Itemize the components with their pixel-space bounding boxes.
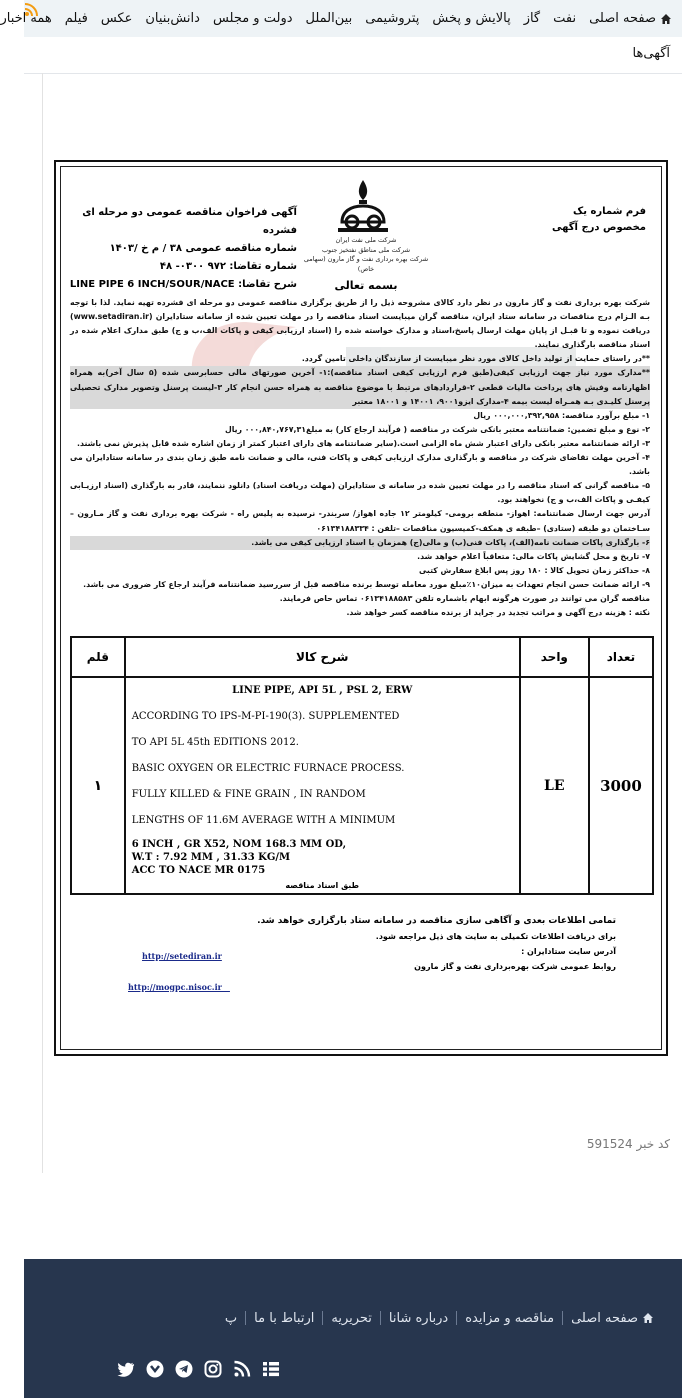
header-no: قلم: [71, 637, 125, 677]
nav-refining[interactable]: پالایش و پخش: [432, 11, 511, 26]
desc-title: LINE PIPE, API 5L , PSL 2, ERW: [232, 685, 413, 696]
clause-3: ۳- ارائه ضمانتنامه معتبر بانکی دارای اعتبار شش ماه الزامی است.(سایر ضمانتنامه های دارای اعتبار کمتر از زمان اشاره شده قابل پذیرش نمی باشند.: [77, 438, 650, 448]
nav-knowledge[interactable]: دانش‌بنیان: [145, 11, 200, 26]
footer-nav: [217, 1309, 662, 1327]
company-names: [296, 236, 436, 274]
footer-tenders[interactable]: مناقصه و مزایده: [465, 1310, 555, 1326]
clause-7: ۷- تاریخ و محل گشایش پاکات مالی: متعاقباً اعلام خواهد شد.: [417, 551, 650, 561]
footer-about[interactable]: درباره شانا: [388, 1310, 449, 1326]
request-number: شماره تقاضا: ۹۷۲ ۰۳۰۰- ۴۸: [159, 261, 297, 272]
header-unit: واحد: [520, 637, 589, 677]
header-desc: شرح کالا: [125, 637, 520, 677]
desc-line-5: LENGTHS OF 11.6M AVERAGE WITH A MINIMUM: [131, 815, 396, 826]
sub-nav: [24, 37, 682, 74]
setadiran-link[interactable]: http://setediran.ir: [142, 951, 222, 961]
news-id: کد خبر 591524: [586, 1137, 670, 1151]
basmeh-heading: بسمه تعالی: [334, 279, 398, 292]
nav-government[interactable]: دولت و مجلس: [212, 11, 293, 26]
mogpc-link[interactable]: http://mogpc.nisoc.ir__: [128, 982, 230, 992]
clause-5: ۵- مناقصه گرانی که اسناد مناقصه را در مهلت تعیین شده در سامانه ی ستادایران (مهلت دریافت اسناد) دانلود ننمایند، قادر به بارگذاری (اسناد ارزیـابی کیفـی و پاکات الف،ب و ج) نخواهند بود.: [70, 481, 650, 505]
company-line-2: شرکت ملی مناطق نفتخیز جنوب: [321, 245, 411, 254]
nav-petrochemical[interactable]: پتروشیمی: [365, 11, 420, 26]
header-qty: تعداد: [589, 637, 653, 677]
desc-line-2: TO API 5L 45th EDITIONS 2012.: [131, 737, 299, 748]
footer-home-label: صفحه اصلی: [571, 1310, 638, 1326]
table-row: [71, 677, 653, 894]
address-paragraph: آدرس جهت ارسال ضمانتنامه: اهواز- منطقه برومی- کیلومتر ۱۲ جاده اهواز/ سربندر- نرسیده به پلیس راه - شرکت بهره برداری نفت و گاز مـارون –سـاختمان دو طبقه (ستادی) –طبقه ی همکف-کمیسیون مناقصات –تلفن : ۰۶۱۳۴۱۸۸۳۳۴: [70, 509, 650, 533]
cost-note: نکته : هزینه درج آگهی و مراتب تجدید در جراید از برنده مناقصه کسر خواهد شد.: [346, 608, 650, 618]
clause-8: ۸- حداکثر زمان تحویل کالا : ۱۸۰ روز پس ابلاغ سفارش کتبی: [419, 565, 650, 575]
desc-line-7: W.T : 7.92 MM , 31.33 KG/M: [131, 852, 291, 863]
table-header-row: [71, 637, 653, 677]
tender-body: [70, 296, 650, 620]
social-icons: [116, 1359, 281, 1379]
form-number: فرم شماره یک: [572, 206, 646, 217]
desc-line-8: ACC TO NACE MR 0175: [131, 865, 266, 876]
form-description: مخصوص درج آگهی: [552, 222, 646, 233]
nav-gas[interactable]: گاز: [523, 11, 541, 26]
footer-line-3: آدرس سایت ستادایران :: [521, 947, 616, 956]
company-line-1: شرکت ملی نفت ایران: [335, 236, 397, 244]
nav-oil[interactable]: نفت: [553, 11, 577, 26]
clause-2: ۲- نوع و مبلغ تضمین: ضمانتنامه معتبر بانکی شرکت در مناقصه ( فرآیند ارجاع کار) به مبلغ۰۰۰,۸۴۰,۷۶۷,۳۱ ریال: [224, 424, 650, 434]
desc-line-3: BASIC OXYGEN OR ELECTRIC FURNACE PROCESS.: [131, 763, 405, 774]
footer-divider: [245, 1311, 246, 1325]
footer-more[interactable]: پ: [224, 1310, 238, 1326]
tender-number: شماره مناقصه عمومی ۳۸ / م خ /۱۴۰۳: [109, 243, 297, 254]
home-icon: [660, 13, 672, 25]
request-description: شرح تقاضا: LINE PIPE 6 INCH/SOUR/NACE: [69, 279, 297, 290]
nioc-logo: [328, 176, 398, 236]
footer-divider: [380, 1311, 381, 1325]
clause-1: ۱- مبلغ برآورد مناقصه: ۰۰۰,۰۰۰,۳۹۲,۹۵۸ ریال: [473, 410, 650, 420]
tender-header: [62, 204, 297, 294]
tender-document: [54, 160, 668, 1056]
footer-contact[interactable]: ارتباط با ما: [254, 1310, 315, 1326]
clause-9: ۹- ارائه ضمانت حسن انجام تعهدات به میزان۱۰٪مبلغ مورد معامله توسط برنده مناقصه قبل از سررسید ضمانتنامه فرآیند ارجاع کار ضروری می باشد.: [83, 579, 650, 589]
note-qualification: **مدارک مورد نیاز جهت ارزیابی کیفی(طبق فرم ارزیابی کیفی اسناد مناقصه):۱- آخرین صورتهای مالی حسابرسی شده (۵ سال آخر)به همراه اظهارنامه وفیش های پرداخت مالیات قطعی ۲-قراردادهای مرتبط با موضوع مناقصه به همراه حسن انجام کار ۳-لیست پرسنل وتصویر مدارک تحصیلی پرسنل کلیـدی بـه همـراه لیست بیمه ۴-مدارک ایزو۹۰۰۱، ۱۴۰۰۱ و ۱۸۰۰۱ معتبر: [70, 366, 650, 408]
top-nav: [0, 0, 682, 37]
shield-badge-icon[interactable]: [145, 1359, 165, 1379]
footer-editorial[interactable]: تحریریه: [331, 1310, 372, 1326]
site-footer: [24, 1259, 682, 1398]
nav-all-news[interactable]: همه اخبار: [0, 11, 52, 26]
home-icon: [642, 1312, 654, 1324]
row-qty: 3000: [589, 677, 653, 894]
telegram-icon[interactable]: [174, 1359, 194, 1379]
footer-line-1: تمامی اطلاعات بعدی و آگاهی سازی مناقصه در سامانه ستاد بارگزاری خواهد شد.: [257, 916, 616, 926]
nav-international[interactable]: بین‌الملل: [305, 11, 353, 26]
desc-line-4: FULLY KILLED & FINE GRAIN , IN RANDOM: [131, 789, 366, 800]
desc-line-1: ACCORDING TO IPS-M-PI-190(3). SUPPLEMENTED: [131, 711, 400, 722]
tender-title: آگهی فراخوان مناقصه عمومی دو مرحله ای فشرده: [82, 207, 297, 236]
footer-line-2: برای دریافت اطلاعات تکمیلی به سایت های ذیل مراجعه شود.: [375, 932, 616, 941]
clause-6: ۶- بارگذاری پاکات ضمانت نامه(الف)، پاکات فنی(ب) و مالی(ج) همزمان با اسناد ارزیابی کیفی می باشد.: [70, 536, 650, 550]
nav-home-label: صفحه اصلی: [589, 11, 656, 26]
footer-divider: [456, 1311, 457, 1325]
clause-4: ۴- آخرین مهلت تقاضای شرکت در مناقصه و بارگذاری مدارک ارزیابی کیفی و پاکات فنی، مالی و ضمانت نامه طبق زمان بندی در سامانه ستادایران می باشد.: [70, 453, 650, 477]
intro-paragraph: شرکت بهره برداری نفت و گاز مارون در نظر دارد کالای مشروحه ذیل را از طریق برگزاری مناقصه عمومی دو مرحله ای فشرده تهیه نماید. لذا با توجه بـه الـزام درج مناقصات در سامانه ستاد ایران، مناقصه گران میبایست اسناد مناقصه را در مهلت تعیین شده از سامانه ستادایران (www.setadiran.ir) دریافت نموده و تا قبـل از پایان مهلت ارسال پاسخ،اسناد و مدارک خواسته شده را (اسناد ارزیابی کیفی و پاکات الف،ب و ج) طبق مدارک اعلام شده در اسناد مناقصه بارگذاری نمایند.: [70, 298, 650, 350]
rss-icon[interactable]: [232, 1359, 252, 1379]
desc-line-6: 6 INCH , GR X52, NOM 168.3 MM OD,: [131, 839, 347, 850]
company-line-3: شرکت بهره برداری نفت و گاز مارون (سهامی خاص): [303, 255, 429, 273]
list-icon[interactable]: [261, 1359, 281, 1379]
nav-home[interactable]: [589, 11, 672, 26]
footer-home[interactable]: [563, 1311, 662, 1326]
footer-divider: [322, 1311, 323, 1325]
nav-ads[interactable]: آگهی‌ها: [632, 46, 670, 61]
nav-photo[interactable]: عکس: [100, 11, 133, 26]
row-unit: LE: [520, 677, 589, 894]
nav-video[interactable]: فیلم: [64, 11, 88, 26]
form-header: [552, 204, 646, 236]
note-domestic: **در راستای حمایت از تولید داخل کالای مورد نظر میبایست از سازندگان داخلی تامین گردد.: [301, 354, 650, 364]
contact-paragraph: مناقصه گران می توانند در صورت هرگونه ابهام باشماره تلفن ۰۶۱۳۴۱۸۸۵۸۳ تماس حاص فرمایند.: [279, 593, 650, 603]
row-description: [125, 677, 520, 894]
footer-divider: [562, 1311, 563, 1325]
items-table: [70, 636, 654, 895]
desc-reference: طبق اسناد مناقصه: [285, 881, 360, 890]
row-number: ۱: [71, 677, 125, 894]
document-footer: [96, 914, 616, 974]
footer-line-4: روابط عمومی شرکت بهره‌برداری نفت و گاز مارون: [414, 962, 616, 971]
twitter-icon[interactable]: [116, 1359, 136, 1379]
instagram-icon[interactable]: [203, 1359, 223, 1379]
